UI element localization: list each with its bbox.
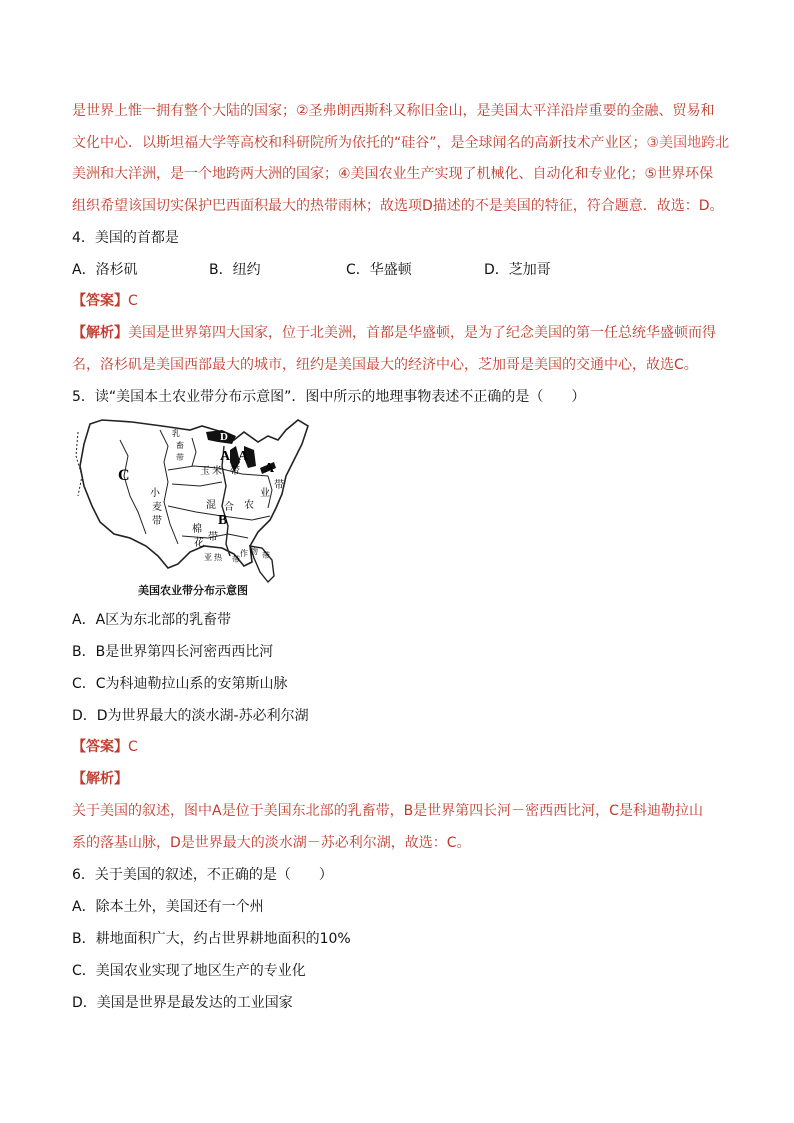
question-5-stem: 5．读“美国本土农业带分布示意图”．图中所示的地理事物表述不正确的是（ ） bbox=[72, 389, 586, 405]
analysis-line: 组织希望该国切实保护巴西面积最大的热带雨林；故选项D描述的不是美国的特征，符合题意．故选：D。 bbox=[72, 198, 724, 214]
map-belt-char: 带 bbox=[232, 555, 240, 564]
map-label-a: A bbox=[220, 449, 231, 464]
analysis-line: 美洲和大洋洲，是一个地跨两大洲的国家；④美国农业生产实现了机械化、自动化和专业化；⑤世界环保 bbox=[72, 166, 714, 182]
q6-option-c: C．美国农业实现了地区生产的专业化 bbox=[72, 963, 306, 979]
answer-value: C bbox=[128, 293, 138, 309]
analysis-text: 美国是世界第四大国家，位于北美洲，首都是华盛顿，是为了纪念美国的第一任总统华盛顿而得 bbox=[128, 325, 716, 341]
map-belt-char: 农 bbox=[244, 500, 254, 511]
question-6-stem: 6．关于美国的叙述，不正确的是（ ） bbox=[72, 867, 333, 883]
belt-border bbox=[172, 482, 222, 486]
map-caption: 美国农业带分布示意图 bbox=[138, 584, 248, 597]
analysis-line: 是世界上惟一拥有整个大陆的国家；②圣弗朗西斯科又称旧金山，是美国太平洋沿岸重要的金融、贸易和 bbox=[72, 103, 715, 119]
map-label-a: A bbox=[238, 449, 249, 464]
q5-analysis-tag bbox=[72, 769, 128, 789]
q4-option-a: A．洛杉矶 bbox=[72, 262, 138, 278]
answer-tag: 【答案】 bbox=[72, 293, 128, 309]
us-agriculture-belt-map bbox=[72, 416, 312, 600]
analysis-tag: 【解析】 bbox=[72, 325, 128, 341]
analysis-text: 文化中心．以斯坦福大学等高校和科研院所为依托的“硅谷”，是全球闻名的高新技术产业区； bbox=[72, 135, 647, 151]
map-belt-char: 带 bbox=[152, 516, 162, 527]
map-belt-char: 乳 bbox=[172, 429, 180, 438]
belt-border bbox=[192, 438, 196, 466]
question-4-stem: 4．美国的首都是 bbox=[72, 230, 179, 246]
analysis-line bbox=[72, 133, 729, 153]
analysis-tag: 【解析】 bbox=[72, 771, 128, 787]
q5-analysis-line: 关于美国的叙述，图中A是位于美国东北部的乳畜带，B是世界第四长河－密西西比河，C是科迪勒拉山 bbox=[72, 803, 703, 819]
map-belt-char: 棉 bbox=[192, 524, 202, 535]
q6-option-d: D．美国是世界是最发达的工业国家 bbox=[72, 995, 293, 1011]
map-belt-char: 带 bbox=[176, 453, 184, 462]
map-belt-char: 带 bbox=[208, 532, 218, 543]
map-belt-char: 带 bbox=[274, 480, 284, 491]
map-label-d: D bbox=[220, 431, 228, 443]
q5-option-a: A．A区为东北部的乳畜带 bbox=[72, 612, 232, 628]
map-belt-char: 热 bbox=[214, 553, 222, 562]
q5-answer bbox=[72, 737, 138, 757]
map-belt-char: 玉 bbox=[200, 466, 210, 477]
map-label-c: C bbox=[118, 467, 130, 484]
map-belt-char: 花 bbox=[194, 538, 204, 549]
map-label-a: A bbox=[264, 461, 275, 476]
map-belt-char: 物 bbox=[250, 547, 258, 556]
q6-option-b: B．耕地面积广大，约占世界耕地面积的10% bbox=[72, 931, 351, 947]
q6-option-a: A．除本土外，美国还有一个州 bbox=[72, 899, 264, 915]
analysis-text-highlight: ③美国地跨北 bbox=[646, 135, 730, 151]
map-belt-char: 小 bbox=[150, 488, 160, 499]
q4-option-c: C．华盛顿 bbox=[346, 262, 412, 278]
q4-answer bbox=[72, 291, 138, 311]
q4-analysis-line: 名，洛杉矶是美国西部最大的城市，纽约是美国最大的经济中心，芝加哥是美国的交通中心，故选C。 bbox=[72, 357, 698, 373]
map-belt-char: 亚 bbox=[204, 553, 212, 562]
map-belt-char: 合 bbox=[224, 502, 234, 513]
map-belt-char: 米 bbox=[212, 466, 222, 477]
map-belt-char: 带 bbox=[230, 466, 240, 477]
map-label-b: B bbox=[218, 513, 228, 528]
map-belt-char: 畜 bbox=[176, 441, 184, 450]
q4-option-d: D．芝加哥 bbox=[484, 262, 551, 278]
map-belt-char: 麦 bbox=[152, 502, 162, 513]
q5-option-b: B．B是世界第四长河密西西比河 bbox=[72, 644, 274, 660]
map-belt-char: 业 bbox=[260, 488, 270, 499]
belt-border bbox=[120, 440, 146, 534]
q4-option-b: B．纽约 bbox=[209, 262, 261, 278]
map-belt-char: 混 bbox=[206, 500, 216, 511]
map-belt-char: 带 bbox=[262, 551, 270, 560]
q5-option-d: D．D为世界最大的淡水湖-苏必利尔湖 bbox=[72, 708, 309, 724]
q5-option-c: C．C为科迪勒拉山系的安第斯山脉 bbox=[72, 676, 288, 692]
map-belt-char: 作 bbox=[240, 549, 248, 558]
q5-analysis-line: 系的落基山脉，D是世界最大的淡水湖－苏必利尔湖，故选：C。 bbox=[72, 835, 471, 851]
q4-analysis-line bbox=[72, 323, 716, 343]
answer-value: C bbox=[128, 739, 138, 755]
answer-tag: 【答案】 bbox=[72, 739, 128, 755]
